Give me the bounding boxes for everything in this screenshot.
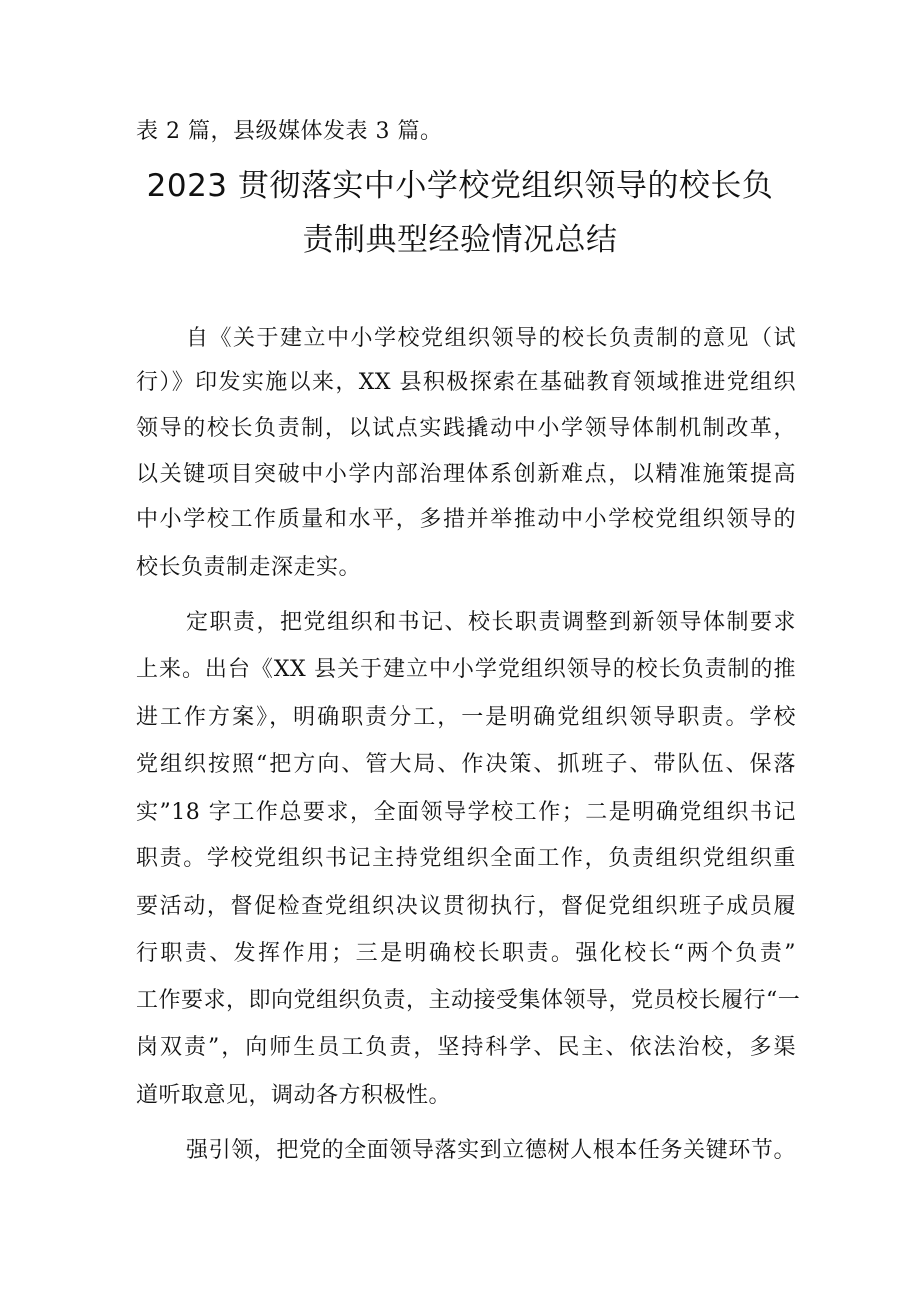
paragraph-2-line-4: 党组织按照“把方向、管大局、作决策、抓班子、带队伍、保落 xyxy=(136,752,796,777)
paragraph-2-line-5: 实”18 字工作总要求，全面领导学校工作；二是明确党组织书记 xyxy=(136,800,796,825)
paragraph-2-line-2: 上来。出台《XX 县关于建立中小学党组织领导的校长负责制的推 xyxy=(136,657,796,682)
paragraph-1-line-3: 领导的校长负责制，以试点实践撬动中小学领导体制机制改革， xyxy=(136,416,796,441)
paragraph-2-line-3: 进工作方案》，明确职责分工，一是明确党组织领导职责。学校 xyxy=(136,705,796,730)
title-line-2: 责制典型经验情况总结 xyxy=(302,222,618,258)
paragraph-1-line-2: 行）》印发实施以来，XX 县积极探索在基础教育领域推进党组织 xyxy=(136,370,796,395)
paragraph-2-line-9: 工作要求，即向党组织负责，主动接受集体领导，党员校长履行“一 xyxy=(136,988,801,1013)
paragraph-2-line-7: 要活动，督促检查党组织决议贯彻执行，督促党组织班子成员履 xyxy=(136,894,796,919)
paragraph-2-line-11: 道听取意见，调动各方积极性。 xyxy=(136,1083,452,1108)
paragraph-3-line-1: 强引领，把党的全面领导落实到立德树人根本任务关键环节。 xyxy=(186,1138,796,1163)
paragraph-1-line-4: 以关键项目突破中小学内部治理体系创新难点，以精准施策提高 xyxy=(136,462,796,487)
paragraph-2-line-1: 定职责，把党组织和书记、校长职责调整到新领导体制要求 xyxy=(186,610,796,635)
carryover-line: 表 2 篇，县级媒体发表 3 篇。 xyxy=(136,119,443,144)
paragraph-1-line-5: 中小学校工作质量和水平，多措并举推动中小学校党组织领导的 xyxy=(136,507,796,532)
paragraph-2-line-10: 岗双责”，向师生员工负责，坚持科学、民主、依法治校，多渠 xyxy=(136,1035,796,1060)
paragraph-1-line-6: 校长负责制走深走实。 xyxy=(136,555,362,580)
paragraph-1-line-1: 自《关于建立中小学校党组织领导的校长负责制的意见（试 xyxy=(186,326,796,351)
paragraph-2-line-6: 职责。学校党组织书记主持党组织全面工作，负责组织党组织重 xyxy=(136,846,796,871)
paragraph-2-line-8: 行职责、发挥作用；三是明确校长职责。强化校长“两个负责” xyxy=(136,941,796,966)
title-line-1: 2023 贯彻落实中小学校党组织领导的校长负 xyxy=(146,168,774,204)
